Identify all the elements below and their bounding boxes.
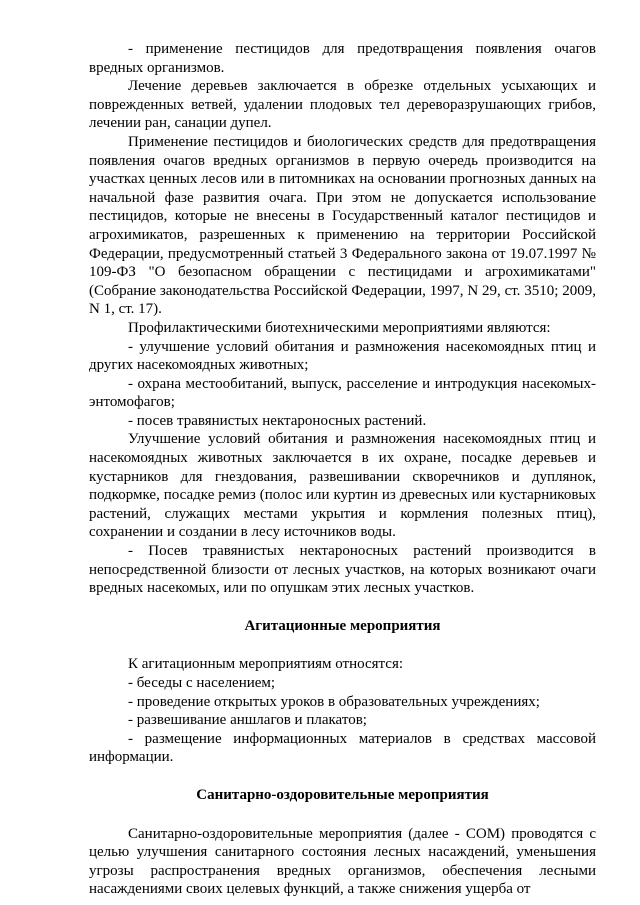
paragraph-pesticide-use-item: - применение пестицидов для предотвращения появления очагов вредных организмов.: [89, 41, 596, 76]
paragraph-tree-treatment: Лечение деревьев заключается в обрезке отдельных усыхающих и поврежденных ветвей, удалении плодовых тел дереворазрушающих грибов, лечении ран, санации дупел.: [89, 78, 596, 132]
list-item-media: - размещение информационных материалов в средствах массовой информации.: [89, 730, 596, 766]
list-item-bird-habitat: - улучшение условий обитания и размножения насекомоядных птиц и других насекомоядных животных;: [89, 338, 596, 374]
list-item-entomophage-protection: - охрана местообитаний, выпуск, расселение и интродукция насекомых-энтомофагов;: [89, 375, 596, 411]
paragraph-pesticide-application: Применение пестицидов и биологических средств для предотвращения появления очагов вредных организмов в первую очередь производится на участках ценных лесов или в питомниках на основании прогнозных данных на начальной фазе развития очага. При этом не допускается использование пестицидов, которые не внесены в Государственный каталог пестицидов и агрохимикатов, разрешенных к применению на территории Российской Федерации, предусмотренный статьей 3 Федерального закона от 19.07.1997 № 109-ФЗ "О безопасном обращении с пестицидами и агрохимикатами" (Собрание законодательства Российской Федерации, 1997, N 29, ст. 3510; 2009, N 1, ст. 17).: [89, 133, 596, 318]
list-item-conversations: - беседы с населением;: [128, 675, 276, 691]
section-heading-agitation: Агитационные мероприятия: [244, 617, 441, 634]
section-heading-sanitary: Санитарно-оздоровительные мероприятия: [196, 786, 489, 803]
paragraph-biotech-intro: Профилактическими биотехническими мероприятиями являются:: [128, 319, 551, 336]
paragraph-agitation-intro: К агитационным мероприятиям относятся:: [128, 656, 404, 673]
list-item-open-lessons: - проведение открытых уроков в образовательных учреждениях;: [128, 693, 540, 710]
paragraph-sanitary-intro: Санитарно-оздоровительные мероприятия (далее - СОМ) проводятся с целью улучшения санитарного состояния лесных насаждений, уменьшения угрозы распространения вредных организмов, обеспечения лесными насаждениями своих целевых функций, а также снижения ущерба от: [89, 825, 596, 898]
list-item-nectar-plants: - посев травянистых нектароносных растений.: [128, 412, 427, 429]
list-item-posters: - развешивание аншлагов и плакатов;: [128, 712, 367, 729]
paragraph-nectar-sowing: - Посев травянистых нектароносных растений производится в непосредственной близости от лесных участков, на которых возникают очаги вредных насекомых, или по опушкам этих лесных участков.: [89, 543, 596, 597]
paragraph-bird-conditions: Улучшение условий обитания и размножения насекомоядных птиц и насекомоядных животных заключается в их охране, посадке деревьев и кустарников для гнездования, развешивании скворечников и дуплянок, подкормке, посадке ремиз (полос или куртин из древесных или кустарниковых растений, служащих местами укрытия и кормления полезных птиц), сохранении и создании в лесу источников воды.: [89, 431, 596, 541]
